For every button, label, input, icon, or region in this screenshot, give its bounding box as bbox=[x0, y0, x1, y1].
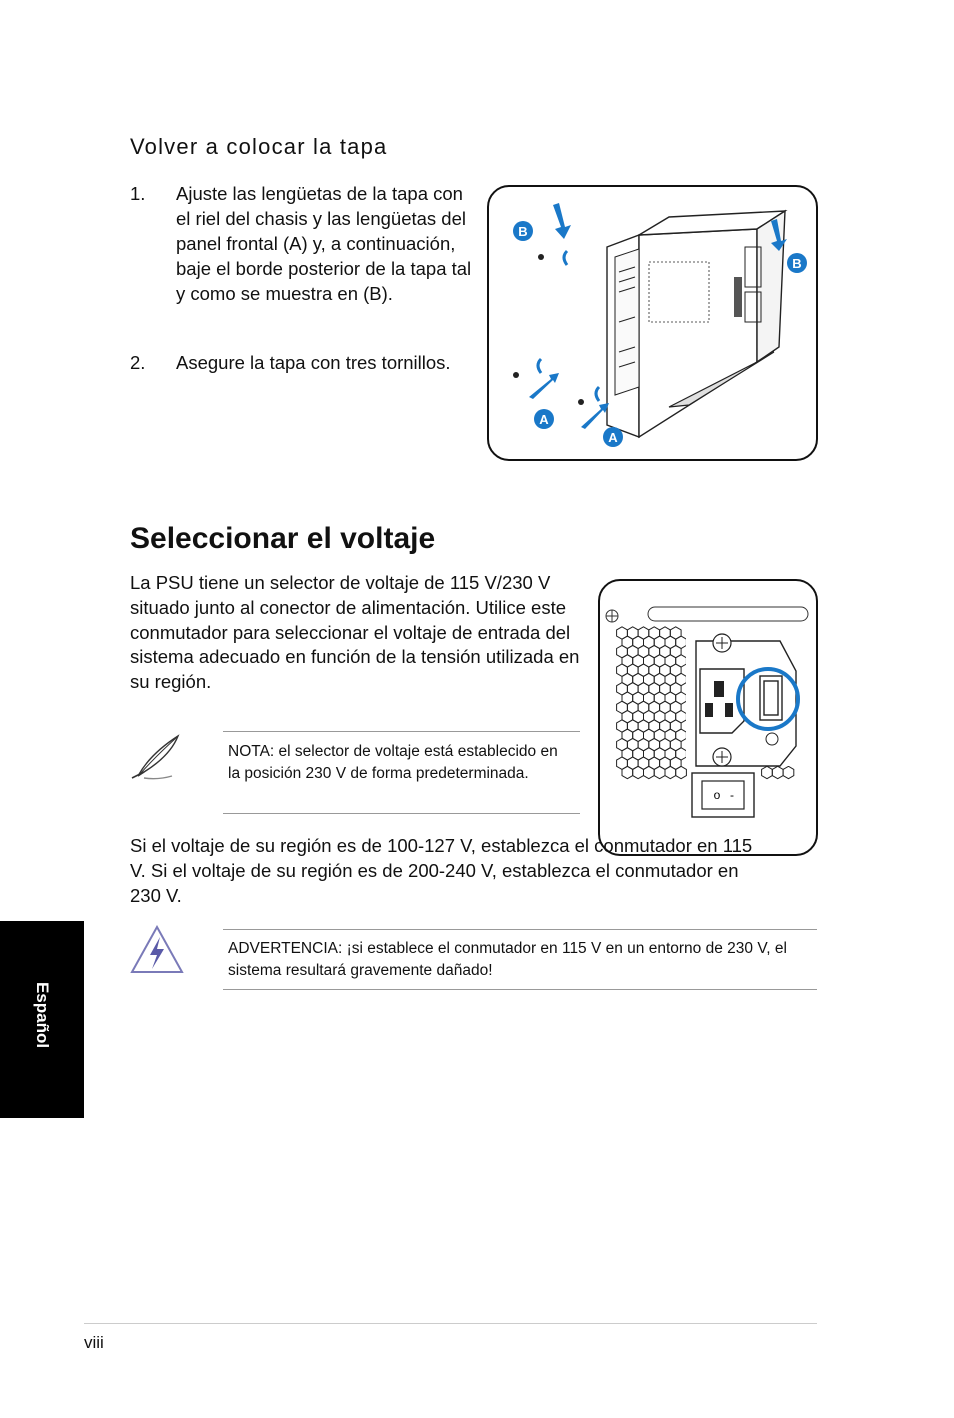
vent-hexagon bbox=[676, 766, 687, 778]
label-b: B bbox=[518, 224, 528, 239]
voltage-instructions-paragraph: Si el voltaje de su región es de 100-127 V, establezca el conmutador en 115 V. Si el voltaje de su región es de 200-240 V, establezca el conmutador en 230 V. bbox=[130, 835, 753, 906]
lightning-warning-icon bbox=[130, 925, 184, 975]
power-switch-on-label: o bbox=[713, 788, 721, 802]
step-number: 2. bbox=[130, 352, 146, 373]
vent-hexagon bbox=[654, 766, 665, 778]
warning-text: ADVERTENCIA: ¡si establece el conmutador en 115 V en un entorno de 230 V, el sistema resultará gravemente dañado! bbox=[228, 940, 787, 979]
vent-hexagon bbox=[633, 766, 644, 778]
vent-hexagon bbox=[622, 766, 633, 778]
vent-hexagon bbox=[644, 766, 655, 778]
psu-voltage-selector-figure bbox=[598, 579, 818, 856]
label-b: B bbox=[792, 256, 802, 271]
cover-installation-figure bbox=[487, 185, 818, 461]
vent-hexagon bbox=[665, 766, 676, 778]
vent-hexagon bbox=[783, 766, 794, 778]
psu-illustration bbox=[600, 581, 818, 856]
chassis-illustration bbox=[489, 187, 818, 461]
vent-hexagon bbox=[762, 766, 773, 778]
footer-rule bbox=[84, 1323, 817, 1324]
power-switch-off-label: - bbox=[730, 788, 734, 802]
language-side-label: Español bbox=[33, 981, 52, 1049]
section-title-replace-cover: Volver a colocar la tapa bbox=[130, 134, 388, 159]
voltage-intro-paragraph: La PSU tiene un selector de voltaje de 115 V/230 V situado junto al conector de alimentación. Utilice este conmutador para seleccionar el voltaje de entrada del sistema adecuado en función de la tensión utilizada en su región. bbox=[130, 572, 580, 693]
step-text: Ajuste las lengüetas de la tapa con el riel del chasis y las lengüetas del panel frontal (A) y, a continuación, baje el borde posterior de la tapa tal y como se muestra en (B). bbox=[176, 183, 472, 304]
label-a: A bbox=[539, 412, 549, 427]
note-text: NOTA: el selector de voltaje está establecido en la posición 230 V de forma predeterminada. bbox=[228, 743, 558, 782]
step-text: Asegure la tapa con tres tornillos. bbox=[176, 352, 451, 373]
vent-hexagon bbox=[772, 766, 783, 778]
step-number: 1. bbox=[130, 183, 146, 204]
label-a: A bbox=[608, 430, 618, 445]
page-number: viii bbox=[84, 1333, 104, 1352]
note-box bbox=[223, 731, 580, 814]
note-icon bbox=[130, 732, 182, 782]
section-title-select-voltage: Seleccionar el voltaje bbox=[130, 522, 436, 555]
warning-box bbox=[223, 929, 817, 990]
